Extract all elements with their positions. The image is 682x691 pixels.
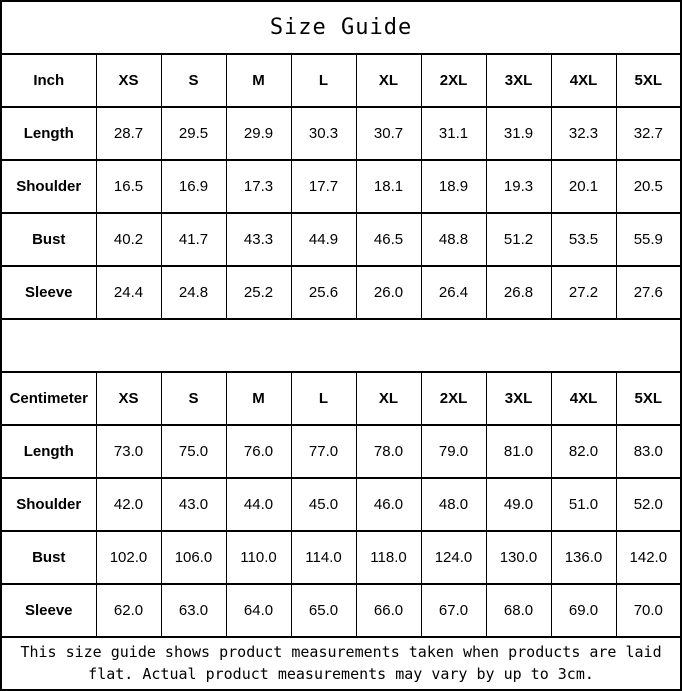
size-column-header: M bbox=[226, 54, 291, 107]
value-cell: 68.0 bbox=[486, 584, 551, 637]
value-cell: 30.3 bbox=[291, 107, 356, 160]
value-cell: 70.0 bbox=[616, 584, 681, 637]
value-cell: 110.0 bbox=[226, 531, 291, 584]
size-column-header: 4XL bbox=[551, 372, 616, 425]
value-cell: 51.2 bbox=[486, 213, 551, 266]
table-row bbox=[1, 478, 681, 531]
value-cell: 55.9 bbox=[616, 213, 681, 266]
value-cell: 51.0 bbox=[551, 478, 616, 531]
value-cell: 102.0 bbox=[96, 531, 161, 584]
value-cell: 142.0 bbox=[616, 531, 681, 584]
inch-header-row bbox=[1, 54, 681, 107]
value-cell: 81.0 bbox=[486, 425, 551, 478]
measurement-label: Shoulder bbox=[1, 478, 96, 531]
measurement-label: Length bbox=[1, 107, 96, 160]
value-cell: 41.7 bbox=[161, 213, 226, 266]
value-cell: 66.0 bbox=[356, 584, 421, 637]
size-column-header: M bbox=[226, 372, 291, 425]
footer-note: This size guide shows product measurements taken when products are laid flat. Actual product measurements may vary by up to 3cm. bbox=[1, 637, 681, 690]
size-column-header: 5XL bbox=[616, 54, 681, 107]
centimeter-section bbox=[1, 372, 681, 637]
measurement-label: Bust bbox=[1, 213, 96, 266]
value-cell: 106.0 bbox=[161, 531, 226, 584]
unit-header-inch: Inch bbox=[1, 54, 96, 107]
value-cell: 64.0 bbox=[226, 584, 291, 637]
table-row bbox=[1, 266, 681, 319]
table-row bbox=[1, 107, 681, 160]
value-cell: 48.8 bbox=[421, 213, 486, 266]
value-cell: 73.0 bbox=[96, 425, 161, 478]
value-cell: 25.2 bbox=[226, 266, 291, 319]
table-row bbox=[1, 531, 681, 584]
size-column-header: L bbox=[291, 372, 356, 425]
value-cell: 20.1 bbox=[551, 160, 616, 213]
value-cell: 16.9 bbox=[161, 160, 226, 213]
size-column-header: S bbox=[161, 372, 226, 425]
value-cell: 26.0 bbox=[356, 266, 421, 319]
value-cell: 76.0 bbox=[226, 425, 291, 478]
spacer-cell bbox=[1, 319, 681, 372]
value-cell: 49.0 bbox=[486, 478, 551, 531]
size-column-header: 3XL bbox=[486, 372, 551, 425]
value-cell: 52.0 bbox=[616, 478, 681, 531]
value-cell: 48.0 bbox=[421, 478, 486, 531]
value-cell: 67.0 bbox=[421, 584, 486, 637]
size-column-header: S bbox=[161, 54, 226, 107]
value-cell: 78.0 bbox=[356, 425, 421, 478]
value-cell: 20.5 bbox=[616, 160, 681, 213]
value-cell: 24.8 bbox=[161, 266, 226, 319]
measurement-label: Bust bbox=[1, 531, 96, 584]
value-cell: 27.2 bbox=[551, 266, 616, 319]
value-cell: 30.7 bbox=[356, 107, 421, 160]
value-cell: 31.9 bbox=[486, 107, 551, 160]
value-cell: 46.5 bbox=[356, 213, 421, 266]
value-cell: 27.6 bbox=[616, 266, 681, 319]
table-row bbox=[1, 213, 681, 266]
value-cell: 83.0 bbox=[616, 425, 681, 478]
measurement-label: Shoulder bbox=[1, 160, 96, 213]
value-cell: 24.4 bbox=[96, 266, 161, 319]
centimeter-header-row bbox=[1, 372, 681, 425]
value-cell: 28.7 bbox=[96, 107, 161, 160]
spacer-row bbox=[1, 319, 681, 372]
value-cell: 26.8 bbox=[486, 266, 551, 319]
title-section bbox=[1, 1, 681, 54]
size-column-header: 3XL bbox=[486, 54, 551, 107]
footer-section bbox=[1, 637, 681, 690]
value-cell: 19.3 bbox=[486, 160, 551, 213]
value-cell: 118.0 bbox=[356, 531, 421, 584]
table-row bbox=[1, 584, 681, 637]
value-cell: 43.3 bbox=[226, 213, 291, 266]
value-cell: 42.0 bbox=[96, 478, 161, 531]
value-cell: 29.5 bbox=[161, 107, 226, 160]
size-column-header: XS bbox=[96, 372, 161, 425]
value-cell: 17.7 bbox=[291, 160, 356, 213]
value-cell: 124.0 bbox=[421, 531, 486, 584]
table-row bbox=[1, 160, 681, 213]
size-column-header: 5XL bbox=[616, 372, 681, 425]
value-cell: 136.0 bbox=[551, 531, 616, 584]
value-cell: 44.0 bbox=[226, 478, 291, 531]
value-cell: 18.9 bbox=[421, 160, 486, 213]
value-cell: 75.0 bbox=[161, 425, 226, 478]
value-cell: 53.5 bbox=[551, 213, 616, 266]
title-row bbox=[1, 1, 681, 54]
value-cell: 29.9 bbox=[226, 107, 291, 160]
measurement-label: Length bbox=[1, 425, 96, 478]
value-cell: 26.4 bbox=[421, 266, 486, 319]
value-cell: 69.0 bbox=[551, 584, 616, 637]
value-cell: 44.9 bbox=[291, 213, 356, 266]
size-column-header: 2XL bbox=[421, 54, 486, 107]
measurement-label: Sleeve bbox=[1, 584, 96, 637]
size-column-header: XL bbox=[356, 372, 421, 425]
value-cell: 114.0 bbox=[291, 531, 356, 584]
size-column-header: 4XL bbox=[551, 54, 616, 107]
measurement-label: Sleeve bbox=[1, 266, 96, 319]
value-cell: 18.1 bbox=[356, 160, 421, 213]
size-column-header: 2XL bbox=[421, 372, 486, 425]
size-column-header: XL bbox=[356, 54, 421, 107]
value-cell: 63.0 bbox=[161, 584, 226, 637]
value-cell: 31.1 bbox=[421, 107, 486, 160]
page-title: Size Guide bbox=[1, 1, 681, 54]
size-column-header: L bbox=[291, 54, 356, 107]
value-cell: 65.0 bbox=[291, 584, 356, 637]
table-row bbox=[1, 425, 681, 478]
value-cell: 45.0 bbox=[291, 478, 356, 531]
size-column-header: XS bbox=[96, 54, 161, 107]
value-cell: 16.5 bbox=[96, 160, 161, 213]
value-cell: 46.0 bbox=[356, 478, 421, 531]
value-cell: 43.0 bbox=[161, 478, 226, 531]
value-cell: 25.6 bbox=[291, 266, 356, 319]
value-cell: 32.7 bbox=[616, 107, 681, 160]
value-cell: 32.3 bbox=[551, 107, 616, 160]
value-cell: 62.0 bbox=[96, 584, 161, 637]
value-cell: 130.0 bbox=[486, 531, 551, 584]
spacer-section bbox=[1, 319, 681, 372]
footer-row bbox=[1, 637, 681, 690]
value-cell: 79.0 bbox=[421, 425, 486, 478]
value-cell: 17.3 bbox=[226, 160, 291, 213]
unit-header-centimeter: Centimeter bbox=[1, 372, 96, 425]
inch-section bbox=[1, 54, 681, 319]
value-cell: 82.0 bbox=[551, 425, 616, 478]
value-cell: 77.0 bbox=[291, 425, 356, 478]
value-cell: 40.2 bbox=[96, 213, 161, 266]
